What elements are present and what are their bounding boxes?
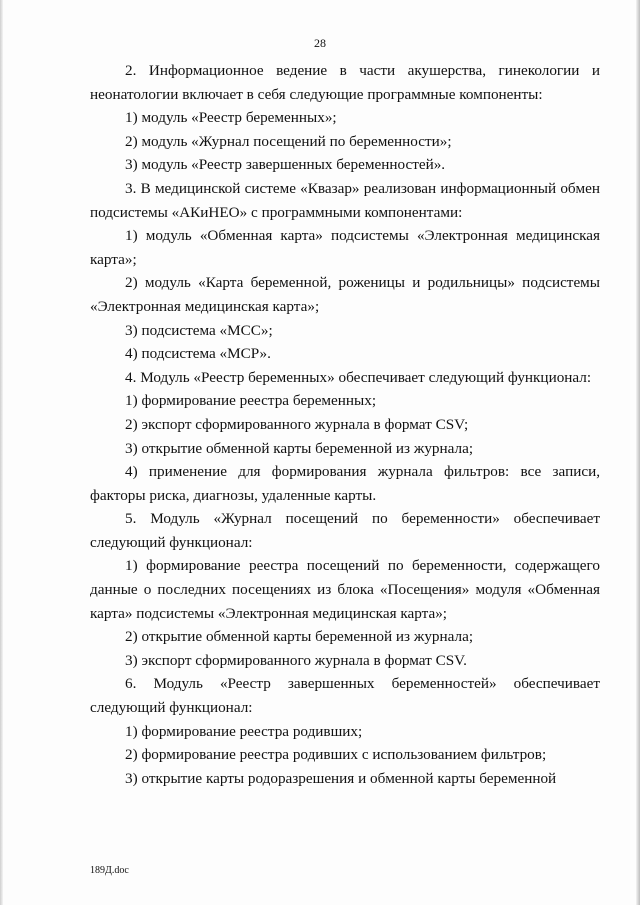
list-item: 2) открытие обменной карты беременной из журнала;: [125, 628, 474, 646]
page-left-edge: [0, 0, 3, 905]
list-item: 3) экспорт сформированного журнала в формат CSV.: [125, 651, 467, 669]
list-item: 1) модуль «Реестр беременных»;: [125, 109, 337, 127]
list-item: 3) подсистема «МСС»;: [125, 321, 273, 339]
list-item: 2) модуль «Журнал посещений по беременности»;: [125, 132, 452, 150]
list-item: 3) открытие обменной карты беременной из журнала;: [125, 439, 474, 457]
list-item: 4) подсистема «МСР».: [125, 345, 271, 363]
page-right-edge: [636, 0, 640, 905]
paragraph: 6. Модуль «Реестр завершенных беременностей» обеспечивает следующий функционал:: [90, 675, 600, 717]
list-item: 1) формирование реестра беременных;: [125, 392, 377, 410]
paragraph: 5. Модуль «Журнал посещений по беременности» обеспечивает следующий функционал:: [90, 510, 600, 551]
paragraph: 2. Информационное ведение в части акушерства, гинекологии и неонатологии включает в себя следующие программные компоненты:: [90, 62, 600, 103]
paragraph: 4. Модуль «Реестр беременных» обеспечивает следующий функционал:: [125, 368, 592, 386]
list-item: 2) модуль «Карта беременной, роженицы и родильницы» подсистемы «Электронная медицинская карта»;: [90, 274, 600, 315]
paragraph: 3. В медицинской системе «Квазар» реализован информационный обмен подсистемы «АКиНЕО» с программными компонентами:: [90, 179, 600, 221]
list-item: 3) модуль «Реестр завершенных беременностей».: [125, 156, 446, 174]
list-item: 1) формирование реестра посещений по беременности, содержащего данные о последних посещениях из блока «Посещения» модуля «Обменная карта» подсистемы «Электронная медицинская карта»;: [90, 557, 600, 622]
list-item: 1) формирование реестра родивших;: [125, 722, 363, 740]
page-number: 28: [314, 36, 326, 50]
list-item: 2) экспорт сформированного журнала в формат CSV;: [125, 415, 469, 433]
list-item: 3) открытие карты родоразрешения и обменной карты беременной: [125, 769, 557, 787]
document-body: [90, 59, 600, 790]
list-item: 1) модуль «Обменная карта» подсистемы «Электронная медицинская карта»;: [90, 227, 600, 268]
list-item: 2) формирование реестра родивших с использованием фильтров;: [125, 746, 547, 764]
list-item: 4) применение для формирования журнала фильтров: все записи, факторы риска, диагнозы, удаленные карты.: [90, 463, 600, 504]
file-name-footer: 189Д.doc: [90, 865, 129, 876]
